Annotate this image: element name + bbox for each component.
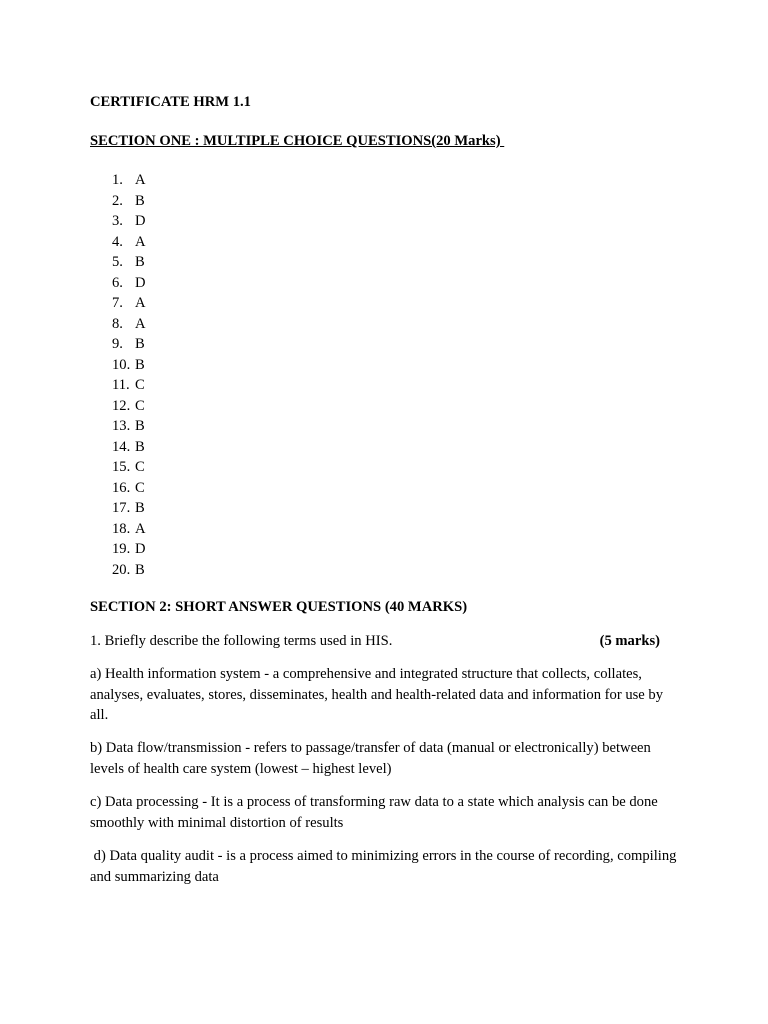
- mcq-answer-number: 6.: [112, 274, 123, 291]
- answer-c: c) Data processing - It is a process of transforming raw data to a state which analysis can be done smoothly with minimal distortion of results: [90, 794, 658, 831]
- mcq-answer-letter: A: [135, 315, 146, 332]
- mcq-answer-letter: B: [135, 500, 145, 516]
- question-1-text: 1. Briefly describe the following terms used in HIS.: [90, 633, 393, 649]
- mcq-answer-letter: C: [135, 479, 145, 496]
- mcq-answer-number: 14.: [112, 438, 131, 455]
- mcq-answer-number: 1.: [112, 172, 123, 188]
- mcq-answer-number: 3.: [112, 213, 123, 229]
- mcq-answer-number: 5.: [112, 254, 123, 270]
- mcq-answer-letter: C: [135, 397, 145, 414]
- section-one-heading: SECTION ONE : MULTIPLE CHOICE QUESTIONS(20 Marks): [90, 133, 505, 149]
- mcq-answer-number: 11.: [112, 377, 130, 393]
- question-1-marks: (5 marks): [599, 633, 660, 649]
- mcq-answer-number: 18.: [112, 520, 131, 537]
- mcq-answer-number: 2.: [112, 192, 123, 209]
- mcq-answer-letter: C: [135, 377, 145, 393]
- mcq-answer-letter: B: [135, 192, 145, 209]
- mcq-answer-letter: B: [135, 336, 145, 352]
- document-title: CERTIFICATE HRM 1.1: [90, 94, 251, 110]
- mcq-answer-number: 8.: [112, 315, 123, 332]
- mcq-answer-letter: A: [135, 233, 146, 250]
- mcq-answer-letter: A: [135, 172, 146, 188]
- mcq-answer-letter: B: [135, 438, 145, 455]
- mcq-answer-letter: C: [135, 459, 145, 475]
- mcq-answer-number: 15.: [112, 459, 131, 475]
- mcq-answer-number: 10.: [112, 356, 131, 373]
- mcq-answer-number: 20.: [112, 561, 131, 578]
- mcq-answer-letter: D: [135, 213, 146, 229]
- mcq-answer-letter: D: [135, 541, 146, 557]
- mcq-answer-letter: B: [135, 254, 145, 270]
- mcq-answer-letter: B: [135, 561, 145, 578]
- mcq-answer-letter: A: [135, 520, 146, 537]
- mcq-answer-letter: A: [135, 295, 146, 311]
- mcq-answer-number: 12.: [112, 397, 131, 414]
- section-two-heading: SECTION 2: SHORT ANSWER QUESTIONS (40 MARKS): [90, 599, 468, 615]
- answer-b: b) Data flow/transmission - refers to passage/transfer of data (manual or electronically) between levels of health care system (lowest – highest level): [90, 740, 651, 777]
- mcq-answer-letter: B: [135, 418, 145, 434]
- answer-a: a) Health information system - a comprehensive and integrated structure that collects, collates, analyses, evaluates, stores, disseminates, health and health-related data and information for use by all.: [90, 666, 664, 723]
- mcq-answer-number: 19.: [112, 541, 131, 557]
- mcq-answer-letter: B: [135, 356, 145, 373]
- mcq-answer-number: 16.: [112, 479, 131, 496]
- answer-d: d) Data quality audit - is a process aimed to minimizing errors in the course of recording, compiling and summarizing data: [90, 848, 681, 885]
- question-1: [90, 631, 660, 651]
- mcq-answer-number: 17.: [112, 500, 131, 516]
- mcq-answer-number: 9.: [112, 336, 123, 352]
- mcq-answer-number: 4.: [112, 233, 123, 250]
- mcq-answer-number: 7.: [112, 295, 123, 311]
- mcq-answer-number: 13.: [112, 418, 131, 434]
- mcq-answer-letter: D: [135, 274, 146, 291]
